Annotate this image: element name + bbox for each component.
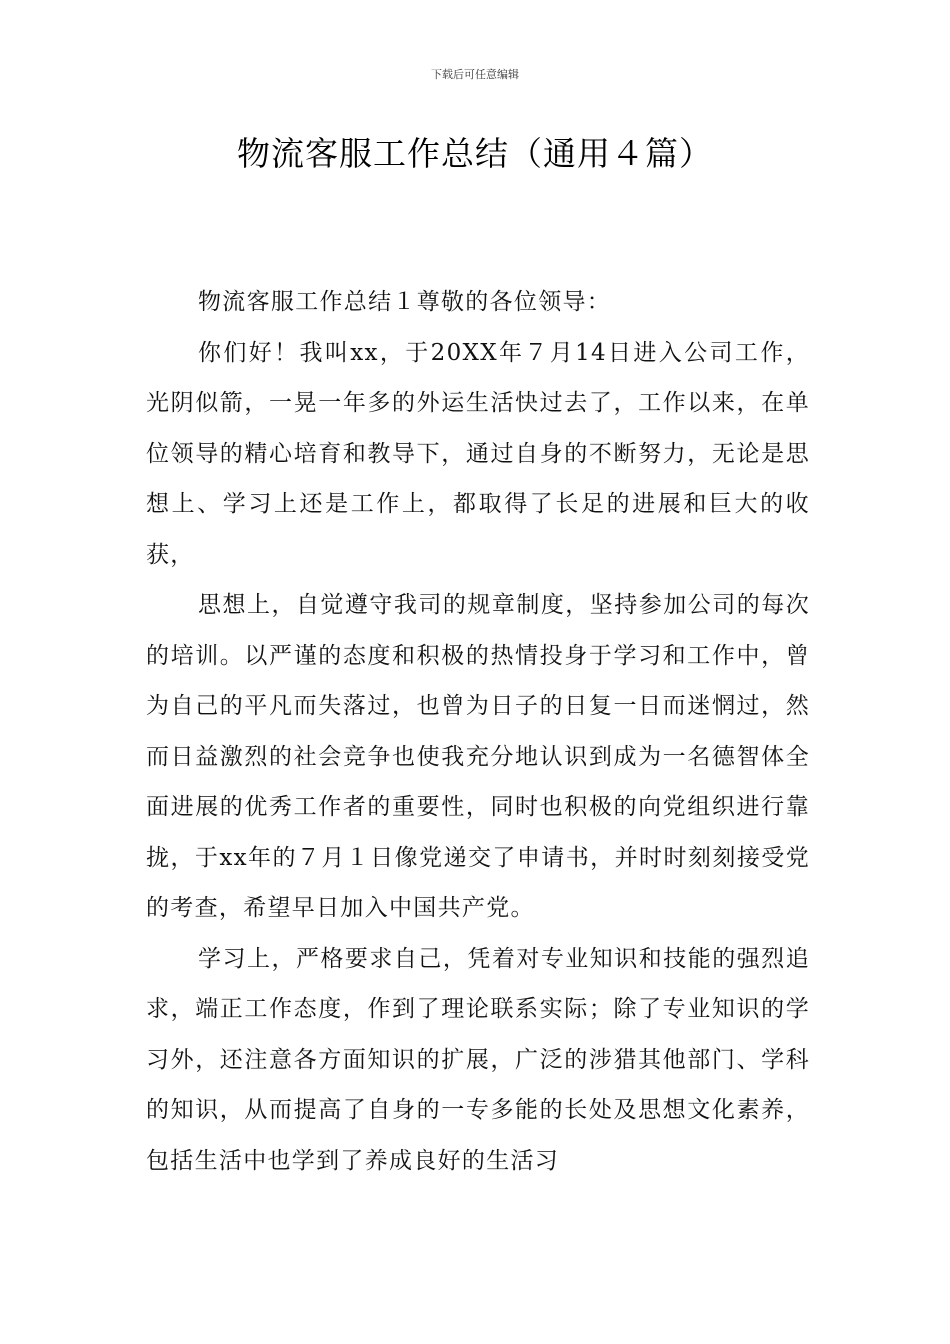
paragraph-4: 学习上，严格要求自己，凭着对专业知识和技能的强烈追求，端正工作态度，作到了理论联系实际；除了专业知识的学习外，还注意各方面知识的扩展，广泛的涉猎其他部门、学科的知识，从而提高了自身的一专多能的长处及思想文化素养，包括生活中也学到了养成良好的生活习 <box>146 945 810 1174</box>
paragraph-2: 你们好！我叫xx，于20XX年７月14日进入公司工作，光阴似箭，一晃一年多的外运生活快过去了，工作以来，在单位领导的精心培育和教导下，通过自身的不断努力，无论是思想上、学习上还是工作上，都取得了长足的进展和巨大的收获， <box>146 339 810 568</box>
document-body <box>146 277 810 1186</box>
header-note: 下载后可任意编辑 <box>431 68 519 81</box>
paragraph-1: 物流客服工作总结１尊敬的各位领导： <box>198 289 612 315</box>
document-title: 物流客服工作总结（通用４篇） <box>237 134 713 173</box>
paragraph-3: 思想上，自觉遵守我司的规章制度，坚持参加公司的每次的培训。以严谨的态度和积极的热情投身于学习和工作中，曾为自己的平凡而失落过，也曾为日子的日复一日而迷惘过，然而日益激烈的社会竞争也使我充分地认识到成为一名德智体全面进展的优秀工作者的重要性，同时也积极的向党组织进行靠拢，于xx年的７月１日像党递交了申请书，并时时刻刻接受党的考查，希望早日加入中国共产党。 <box>146 592 810 921</box>
